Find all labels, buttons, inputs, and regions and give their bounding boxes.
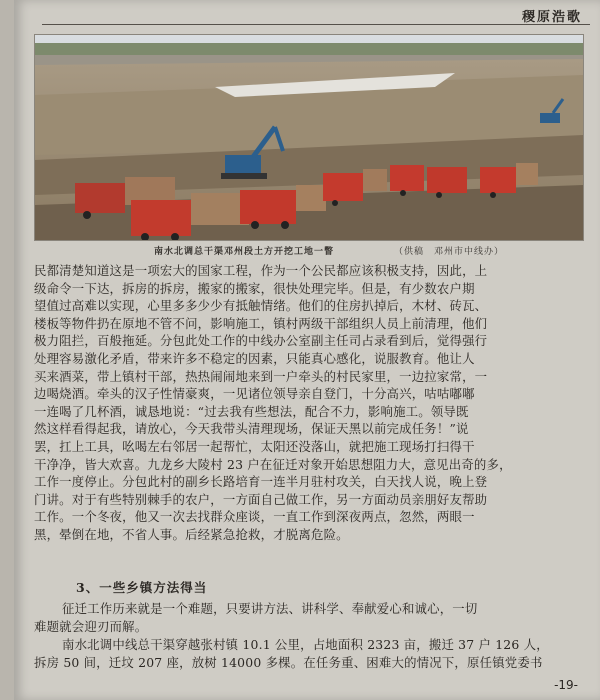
caption-credit: （供稿 邓州市中线办） <box>394 247 505 257</box>
body-line: 干净净，皆大欢喜。九龙乡大陵村 23 户在征迁对象开始思想阻力大，意见出奇的多， <box>34 456 512 472</box>
body-line: 征迁工作历来就是一个难题，只要讲方法、讲科学、奉献爱心和诚心，一切 <box>62 601 478 616</box>
book-page <box>14 0 600 700</box>
body-line: 工作。一个冬夜，他又一次去找群众座谈，一直工作到深夜两点，忽然，两眼一 <box>34 509 475 525</box>
section-heading: 3、一些乡镇方法得当 <box>76 580 208 595</box>
body-line: 南水北调中线总干渠穿越张村镇 10.1 公里，占地面积 2323 亩，搬迁 37 户 126 人， <box>62 637 549 652</box>
body-line: 拆房 50 间，迁坟 207 座，放树 14000 多棵。在任务重、困难大的情况下，原任镇党委书 <box>34 655 543 670</box>
running-header-title: 稷原浩歌 <box>521 10 582 25</box>
body-line: 门讲。对于有些特别棘手的农户，一方面自己做工作，另一方面动员亲朋好友帮助 <box>34 491 488 507</box>
body-line: 级命令一下达，拆房的拆房，搬家的搬家，很快处理完毕。但是，有少数农户期 <box>34 280 475 296</box>
caption-text: 南水北调总干渠邓州段土方开挖工地一瞥 <box>154 247 335 257</box>
body-text <box>34 262 586 544</box>
body-line: 买来酒菜，带上镇村干部，热热闹闹地来到一户牵头的村民家里，一边拉家常，一 <box>34 368 488 384</box>
construction-site-photo <box>34 34 584 241</box>
header-rule <box>42 24 590 25</box>
body-line: 民都清楚知道这是一项宏大的国家工程，作为一个公民都应该积极支持，因此，上 <box>34 263 488 278</box>
body-line: 边喝烧酒。牵头的汉子性情豪爽，一见诸位领导亲自登门，十分高兴，咕咕嘟嘟 <box>34 386 475 402</box>
body-line: 然这样看得起我，请放心，今天我带头清理现场，保证天黑以前完成任务！”说 <box>34 421 469 437</box>
body-line: 工作一度停止。分包此村的副乡长路培育一连半月驻村攻关，白天找人说，晚上登 <box>34 474 488 490</box>
body-line: 望值过高难以实现，心里多多少少有抵触情绪。他们的住房扒掉后，木材、砖瓦、 <box>34 298 488 314</box>
body-line: 难题就会迎刃而解。 <box>34 619 148 634</box>
page-number: -19- <box>554 678 578 692</box>
photo-illustration <box>35 35 583 240</box>
body-line: 处理容易激化矛盾，带来许多不稳定的因素，只能真心感化，说服教育。他让人 <box>34 350 475 366</box>
body-line: 罢，扛上工具，吆喝左右邻居一起帮忙，太阳还没落山，就把施工现场打扫得干 <box>34 438 475 454</box>
body-line: 极力阻拦，百般拖延。分包此处工作的中线办公室副主任司占录看到后，觉得强行 <box>34 333 488 349</box>
section-body-text <box>34 600 586 672</box>
body-line: 楼板等物件扔在原地不管不问，影响施工，镇村两级干部组织人员上前清理，他们 <box>34 315 488 331</box>
body-line: 一连喝了几杯酒，诚恳地说：“过去我有些想法，配合不力，影响施工。领导既 <box>34 403 469 419</box>
body-line: 黑，晕倒在地，不省人事。后经紧急抢救，才脱离危险。 <box>34 526 349 542</box>
